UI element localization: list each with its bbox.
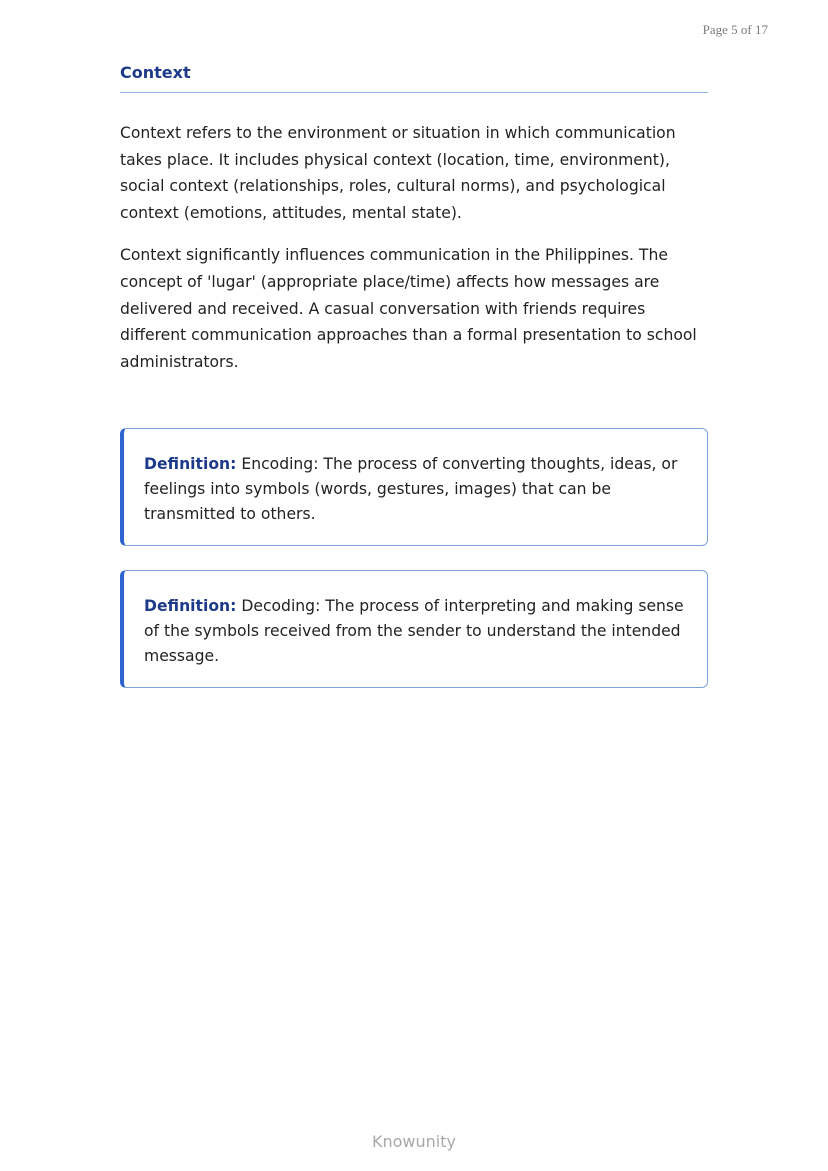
- definition-text: [144, 452, 687, 527]
- section-title: Context: [120, 63, 708, 93]
- definition-label: Definition:: [144, 597, 237, 615]
- footer-brand: Knowunity: [372, 1132, 456, 1151]
- definition-body: Encoding: The process of converting thoughts, ideas, or feelings into symbols (words, gestures, images) that can be transmitted to others.: [144, 455, 678, 523]
- definition-label: Definition:: [144, 455, 237, 473]
- paragraph-context-philippines: Context significantly influences communication in the Philippines. The concept of 'lugar' (appropriate place/time) affects how messages are delivered and received. A casual conversation with friends requires different communication approaches than a formal presentation to school administrators.: [120, 246, 697, 371]
- definition-box-encoding: [120, 428, 708, 546]
- definition-text: [144, 594, 687, 669]
- body-text: [120, 120, 710, 391]
- definition-body: Decoding: The process of interpreting and making sense of the symbols received from the sender to understand the intended message.: [144, 597, 684, 665]
- definition-box-decoding: [120, 570, 708, 688]
- page-number: Page 5 of 17: [702, 22, 768, 37]
- paragraph-context-definition: Context refers to the environment or situation in which communication takes place. It includes physical context (location, time, environment), social context (relationships, roles, cultural norms), and psychological context (emotions, attitudes, mental state).: [120, 124, 676, 222]
